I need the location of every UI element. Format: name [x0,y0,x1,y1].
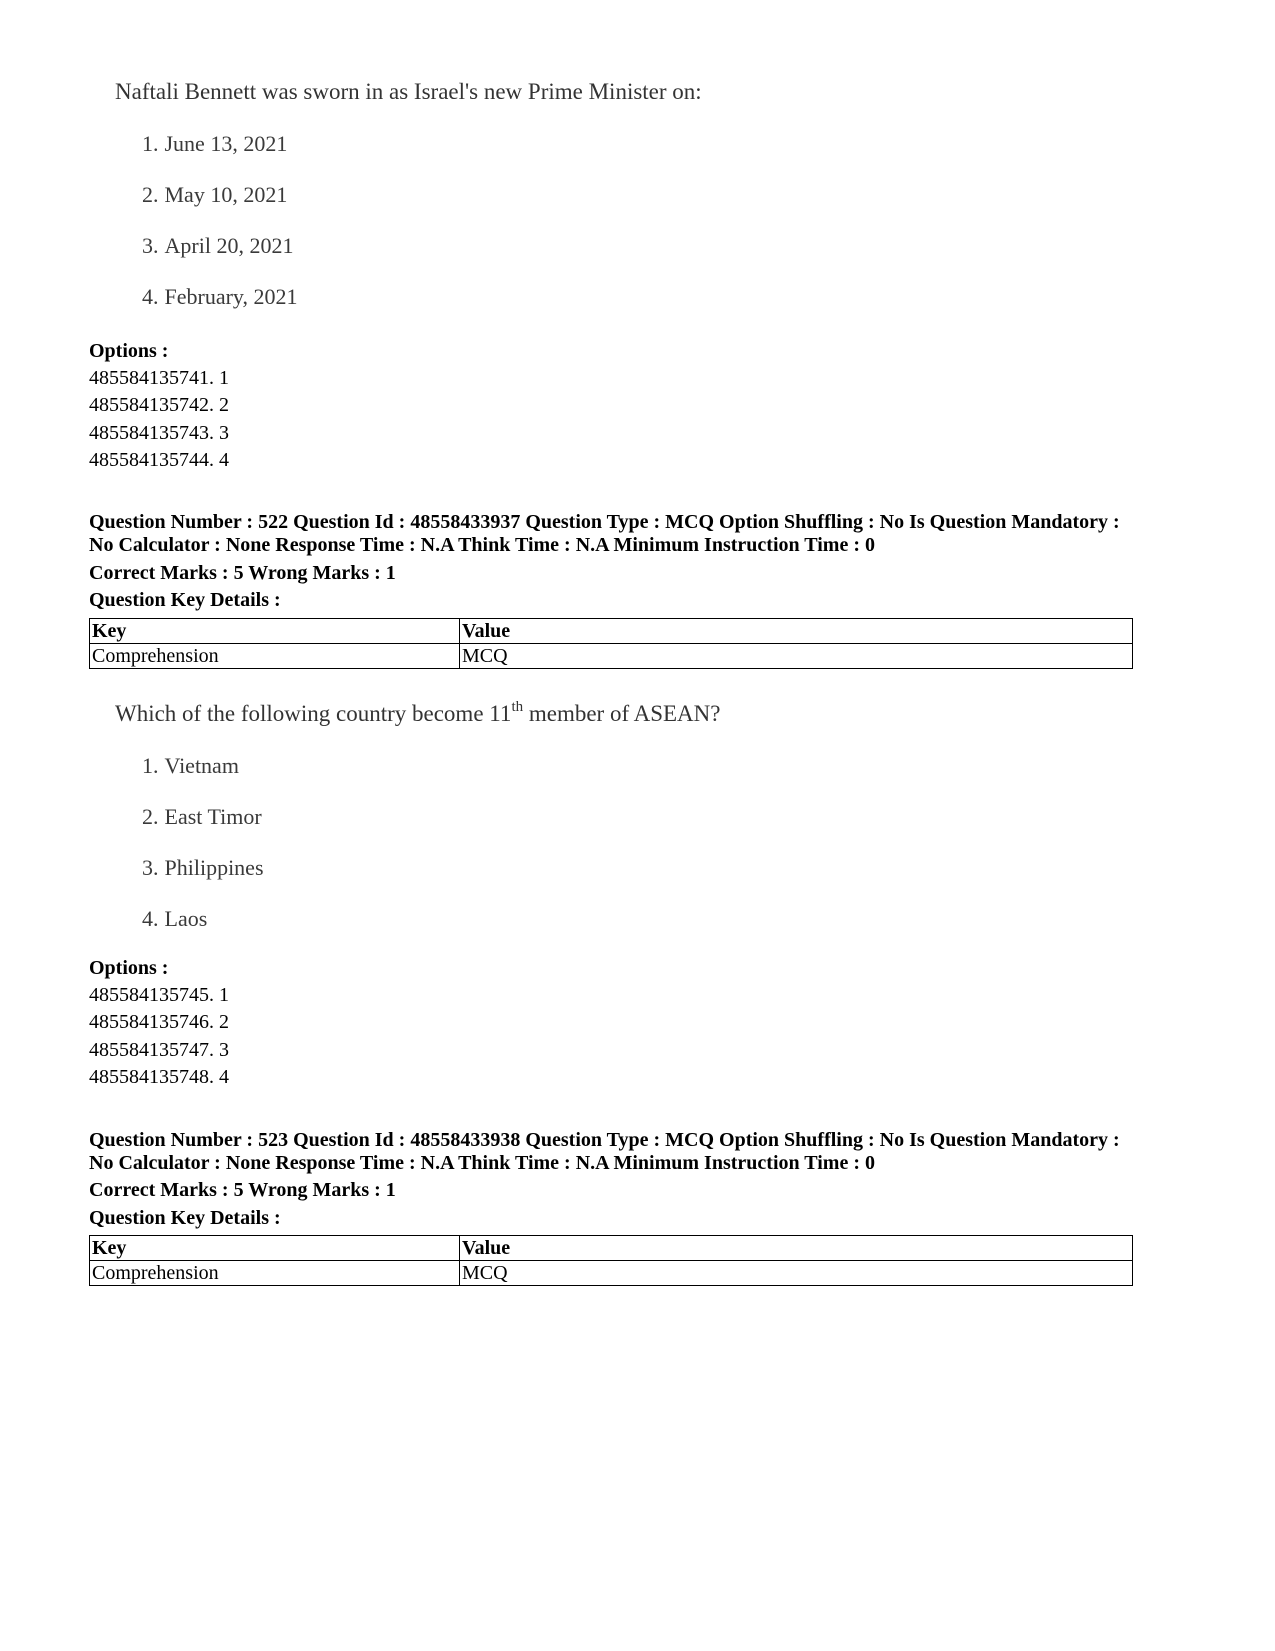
marks-line: Correct Marks : 5 Wrong Marks : 1 [89,1179,396,1201]
choice-number: 2. [142,182,159,207]
choice-text: Philippines [164,855,264,880]
key-details-label: Question Key Details : [89,589,281,611]
question-meta-line: No Calculator : None Response Time : N.A Think Time : N.A Minimum Instruction Time : 0 [89,534,875,556]
choice-text: Vietnam [164,753,239,778]
table-cell-value: MCQ [460,644,1133,669]
table-header-row [90,619,1133,644]
question-meta-line: Question Number : 523 Question Id : 48558433938 Question Type : MCQ Option Shuffling : No Is Question Mandatory : [89,1129,1120,1151]
option-id-line: 485584135746. 2 [89,1011,229,1033]
options-label: Options : [89,957,169,979]
table-header-row [90,1236,1133,1261]
question-stem [115,701,721,727]
choice-item [142,182,287,208]
table-header-value: Value [460,1236,1133,1261]
key-details-label: Question Key Details : [89,1207,281,1229]
option-id-line: 485584135744. 4 [89,449,229,471]
table-header-value: Value [460,619,1133,644]
table-row [90,1261,1133,1286]
stem-superscript: th [511,699,524,715]
table-header-key: Key [90,1236,460,1261]
choice-number: 3. [142,233,159,258]
option-id-line: 485584135741. 1 [89,367,229,389]
marks-line: Correct Marks : 5 Wrong Marks : 1 [89,562,396,584]
table-cell-key: Comprehension [90,644,460,669]
option-id-line: 485584135743. 3 [89,422,229,444]
key-details-table [89,1235,1133,1286]
table-header-key: Key [90,619,460,644]
table-cell-key: Comprehension [90,1261,460,1286]
choice-number: 4. [142,284,159,309]
choice-item [142,131,287,157]
choice-number: 1. [142,753,159,778]
choice-number: 3. [142,855,159,880]
option-id-line: 485584135748. 4 [89,1066,229,1088]
choice-item [142,284,298,310]
choice-item [142,855,264,881]
choice-number: 2. [142,804,159,829]
stem-text: Which of the following country become 11 [115,701,512,726]
option-id-line: 485584135745. 1 [89,984,229,1006]
options-label: Options : [89,340,169,362]
choice-text: June 13, 2021 [164,131,288,156]
choice-item [142,906,207,932]
choice-text: February, 2021 [164,284,298,309]
choice-text: East Timor [164,804,262,829]
choice-item [142,233,293,259]
choice-number: 4. [142,906,159,931]
question-meta-line: Question Number : 522 Question Id : 48558433937 Question Type : MCQ Option Shuffling : No Is Question Mandatory : [89,511,1120,533]
choice-number: 1. [142,131,159,156]
option-id-line: 485584135747. 3 [89,1039,229,1061]
choice-item [142,753,239,779]
option-id-line: 485584135742. 2 [89,394,229,416]
choice-item [142,804,262,830]
stem-text: member of ASEAN? [523,701,721,726]
choice-text: May 10, 2021 [164,182,288,207]
choice-text: Laos [164,906,208,931]
choice-text: April 20, 2021 [164,233,294,258]
question-meta-line: No Calculator : None Response Time : N.A Think Time : N.A Minimum Instruction Time : 0 [89,1152,875,1174]
table-cell-value: MCQ [460,1261,1133,1286]
key-details-table [89,618,1133,669]
question-stem: Naftali Bennett was sworn in as Israel's new Prime Minister on: [115,79,702,104]
table-row [90,644,1133,669]
